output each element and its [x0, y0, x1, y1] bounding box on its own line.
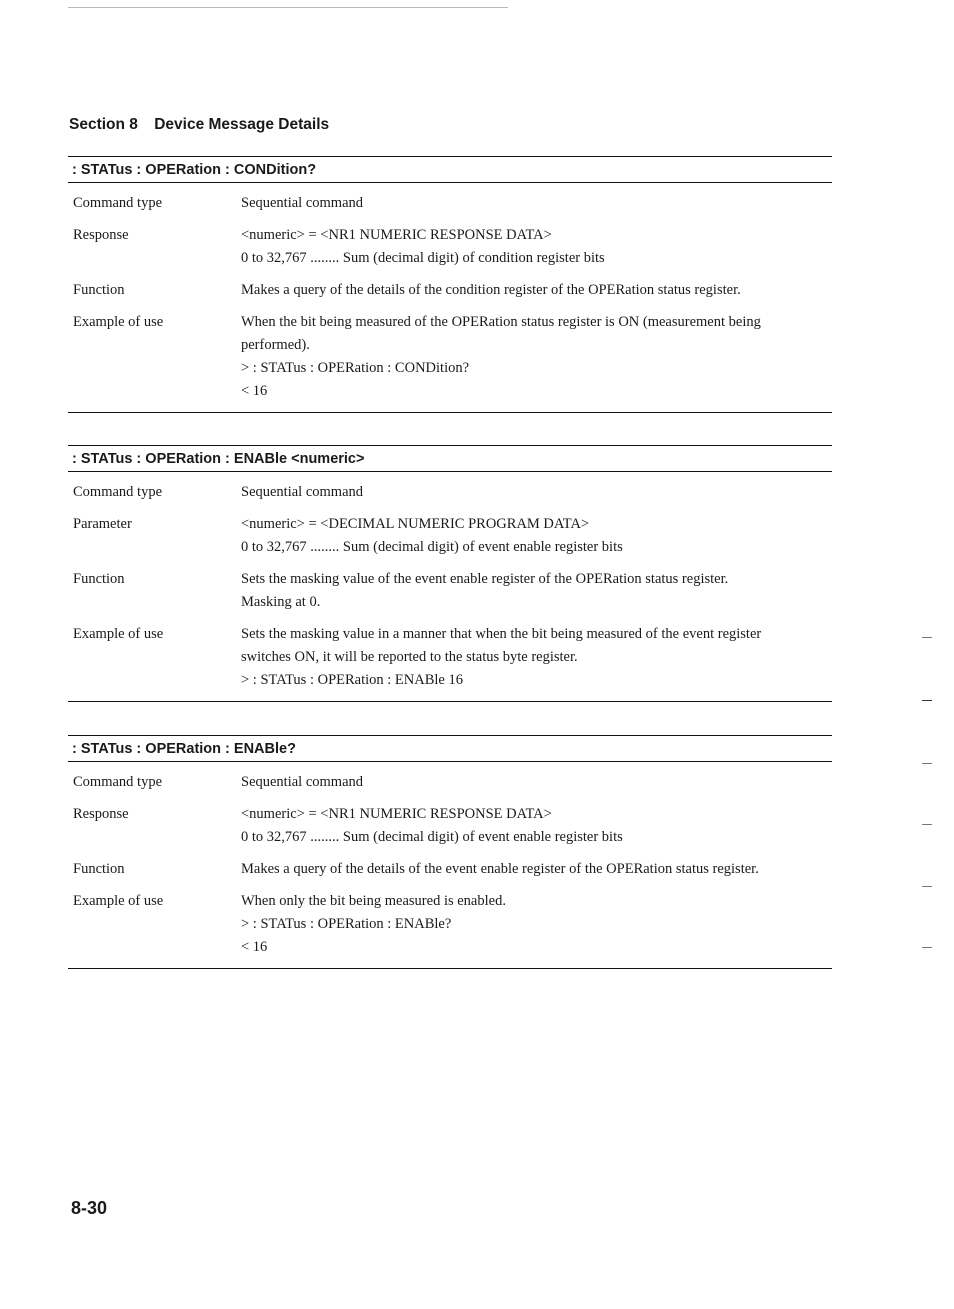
detail-row-example [68, 623, 832, 692]
detail-line: Masking at 0. [241, 594, 321, 610]
detail-line: Sequential command [241, 195, 364, 211]
detail-row-example [68, 311, 832, 403]
page-number: 8-30 [71, 1198, 108, 1218]
detail-line: switches ON, it will be reported to the status byte register. [241, 649, 578, 665]
command-details [68, 183, 832, 413]
detail-value [241, 311, 832, 403]
detail-label: Response [73, 227, 129, 243]
detail-line: < 16 [241, 383, 268, 399]
detail-line: <numeric> = <NR1 NUMERIC RESPONSE DATA> [241, 806, 552, 822]
detail-line: > : STATus : OPERation : ENABle? [241, 916, 452, 932]
detail-value [241, 481, 832, 504]
detail-value [241, 224, 832, 270]
detail-value [241, 568, 832, 614]
command-block-enable-set [68, 445, 832, 702]
scan-mark [922, 700, 932, 701]
detail-row-command-type [68, 481, 832, 504]
detail-row-function [68, 568, 832, 614]
detail-value [241, 771, 832, 794]
scan-mark [922, 637, 932, 638]
detail-line: When the bit being measured of the OPERation status register is ON (measurement being [241, 314, 761, 330]
detail-row-function [68, 858, 832, 881]
detail-label: Example of use [73, 314, 164, 330]
detail-label: Example of use [73, 893, 164, 909]
command-details [68, 762, 832, 969]
section-number: Section 8 [69, 116, 138, 133]
detail-label: Command type [73, 195, 163, 211]
detail-row-response [68, 803, 832, 849]
detail-line: <numeric> = <NR1 NUMERIC RESPONSE DATA> [241, 227, 552, 243]
detail-row-response [68, 224, 832, 270]
detail-row-parameter [68, 513, 832, 559]
detail-value [241, 513, 832, 559]
detail-value [241, 279, 832, 302]
detail-line: <numeric> = <DECIMAL NUMERIC PROGRAM DATA> [241, 516, 590, 532]
scan-mark [922, 947, 932, 948]
detail-label: Command type [73, 484, 163, 500]
detail-row-command-type [68, 771, 832, 794]
detail-label: Function [73, 861, 125, 877]
scan-mark [922, 886, 932, 887]
command-title: : STATus : OPERation : CONDition? [68, 156, 832, 183]
detail-value [241, 623, 832, 692]
section-title: Device Message Details [154, 116, 330, 133]
detail-label: Function [73, 571, 125, 587]
detail-line: Sequential command [241, 484, 364, 500]
detail-line: > : STATus : OPERation : ENABle 16 [241, 672, 463, 688]
detail-label: Parameter [73, 516, 132, 532]
detail-line: 0 to 32,767 ........ Sum (decimal digit) of event enable register bits [241, 539, 623, 555]
command-title: : STATus : OPERation : ENABle <numeric> [68, 445, 832, 472]
detail-line: Sets the masking value in a manner that when the bit being measured of the event register [241, 626, 762, 642]
detail-row-function [68, 279, 832, 302]
detail-line: Sequential command [241, 774, 364, 790]
detail-label: Response [73, 806, 129, 822]
detail-label: Example of use [73, 626, 164, 642]
detail-label: Command type [73, 774, 163, 790]
scan-mark [922, 824, 932, 825]
detail-label: Function [73, 282, 125, 298]
detail-line: 0 to 32,767 ........ Sum (decimal digit) of condition register bits [241, 250, 605, 266]
detail-line: Makes a query of the details of the event enable register of the OPERation status register. [241, 861, 759, 877]
command-title: : STATus : OPERation : ENABle? [68, 735, 832, 762]
command-block-condition-query [68, 156, 832, 413]
detail-row-example [68, 890, 832, 959]
detail-value [241, 803, 832, 849]
scan-mark [922, 763, 932, 764]
detail-line: 0 to 32,767 ........ Sum (decimal digit) of event enable register bits [241, 829, 623, 845]
detail-value [241, 890, 832, 959]
command-block-enable-query [68, 735, 832, 969]
detail-line: When only the bit being measured is enabled. [241, 893, 506, 909]
detail-line: < 16 [241, 939, 268, 955]
detail-line: Sets the masking value of the event enable register of the OPERation status register. [241, 571, 729, 587]
top-rule [68, 7, 508, 8]
detail-row-command-type [68, 192, 832, 215]
detail-value [241, 192, 832, 215]
detail-line: performed). [241, 337, 310, 353]
detail-line: Makes a query of the details of the condition register of the OPERation status register. [241, 282, 741, 298]
detail-value [241, 858, 832, 881]
command-details [68, 472, 832, 702]
detail-line: > : STATus : OPERation : CONDition? [241, 360, 470, 376]
section-header [69, 116, 329, 134]
